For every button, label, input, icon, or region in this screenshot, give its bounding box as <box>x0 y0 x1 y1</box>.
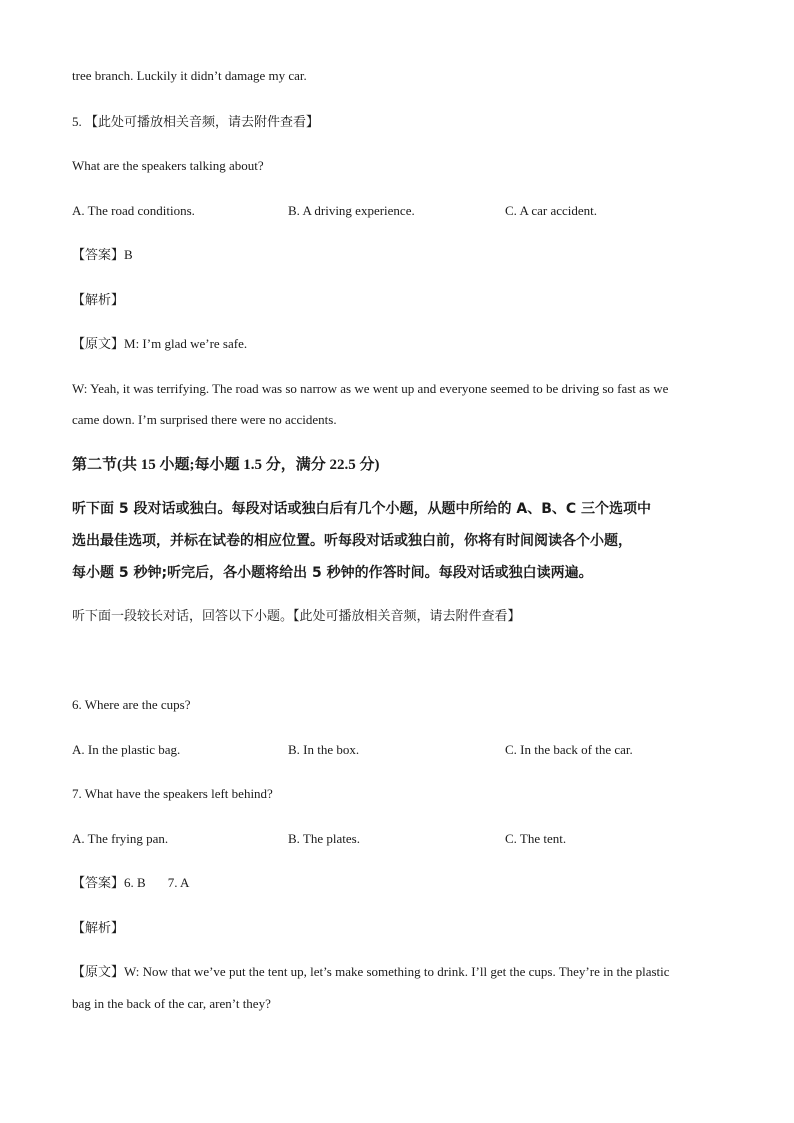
q6-option-c: C. In the back of the car. <box>505 742 633 757</box>
transcript-text: W: Now that we’ve put the tent up, let’s make something to drink. I’ll get the cups. They’re in the plastic <box>124 964 670 979</box>
transcript-label: 【原文】 <box>72 964 125 979</box>
section2-instructions-line3: 每小题 5 秒钟;听完后，各小题将给出 5 秒钟的作答时间。每段对话或独白读两遍。 <box>72 565 593 581</box>
q6-option-a: A. In the plastic bag. <box>72 742 181 757</box>
q7-option-a: A. The frying pan. <box>72 831 169 846</box>
q5-analysis-label: 【解析】 <box>72 292 125 307</box>
q6-question: 6. Where are the cups? <box>72 697 191 712</box>
q5-transcript-line1 <box>72 336 247 352</box>
q5-header: 5. 【此处可播放相关音频，请去附件查看】 <box>72 114 320 129</box>
dialogue-intro: 听下面一段较长对话，回答以下小题。【此处可播放相关音频，请去附件查看】 <box>72 608 521 623</box>
q5-option-a: A. The road conditions. <box>72 203 195 218</box>
q6-option-b: B. In the box. <box>288 742 360 757</box>
q67-transcript-line1 <box>72 964 670 980</box>
answer-6: 6. B <box>124 875 146 890</box>
section2-instructions-line1: 听下面 5 段对话或独白。每段对话或独白后有几个小题，从题中所给的 A、B、C 三个选项中 <box>72 501 652 517</box>
q7-option-c: C. The tent. <box>505 831 567 846</box>
q5-answer <box>72 247 133 263</box>
q7-option-b: B. The plates. <box>288 831 360 846</box>
q5-continued-text: tree branch. Luckily it didn’t damage my car. <box>72 68 307 83</box>
q5-transcript-line3: came down. I’m surprised there were no accidents. <box>72 412 337 427</box>
transcript-text: M: I’m glad we’re safe. <box>124 336 248 351</box>
answer-7: 7. A <box>167 875 190 890</box>
q67-answer <box>72 875 189 891</box>
q7-question: 7. What have the speakers left behind? <box>72 786 273 801</box>
answer-label: 【答案】 <box>72 247 125 262</box>
answer-label: 【答案】 <box>72 875 125 890</box>
q5-transcript-line2: W: Yeah, it was terrifying. The road was so narrow as we went up and everyone seemed to be driving so fast as we <box>72 381 669 396</box>
q5-question: What are the speakers talking about? <box>72 158 264 173</box>
section2-instructions-line2: 选出最佳选项，并标在试卷的相应位置。听每段对话或独白前，你将有时间阅读各个小题， <box>72 533 632 549</box>
q67-transcript-line2: bag in the back of the car, aren’t they? <box>72 996 271 1011</box>
q5-option-c: C. A car accident. <box>505 203 598 218</box>
q5-option-b: B. A driving experience. <box>288 203 415 218</box>
transcript-label: 【原文】 <box>72 336 125 351</box>
q67-analysis-label: 【解析】 <box>72 920 125 935</box>
answer-value: B <box>124 247 133 262</box>
section2-title: 第二节(共 15 小题;每小题 1.5 分，满分 22.5 分) <box>72 457 380 473</box>
